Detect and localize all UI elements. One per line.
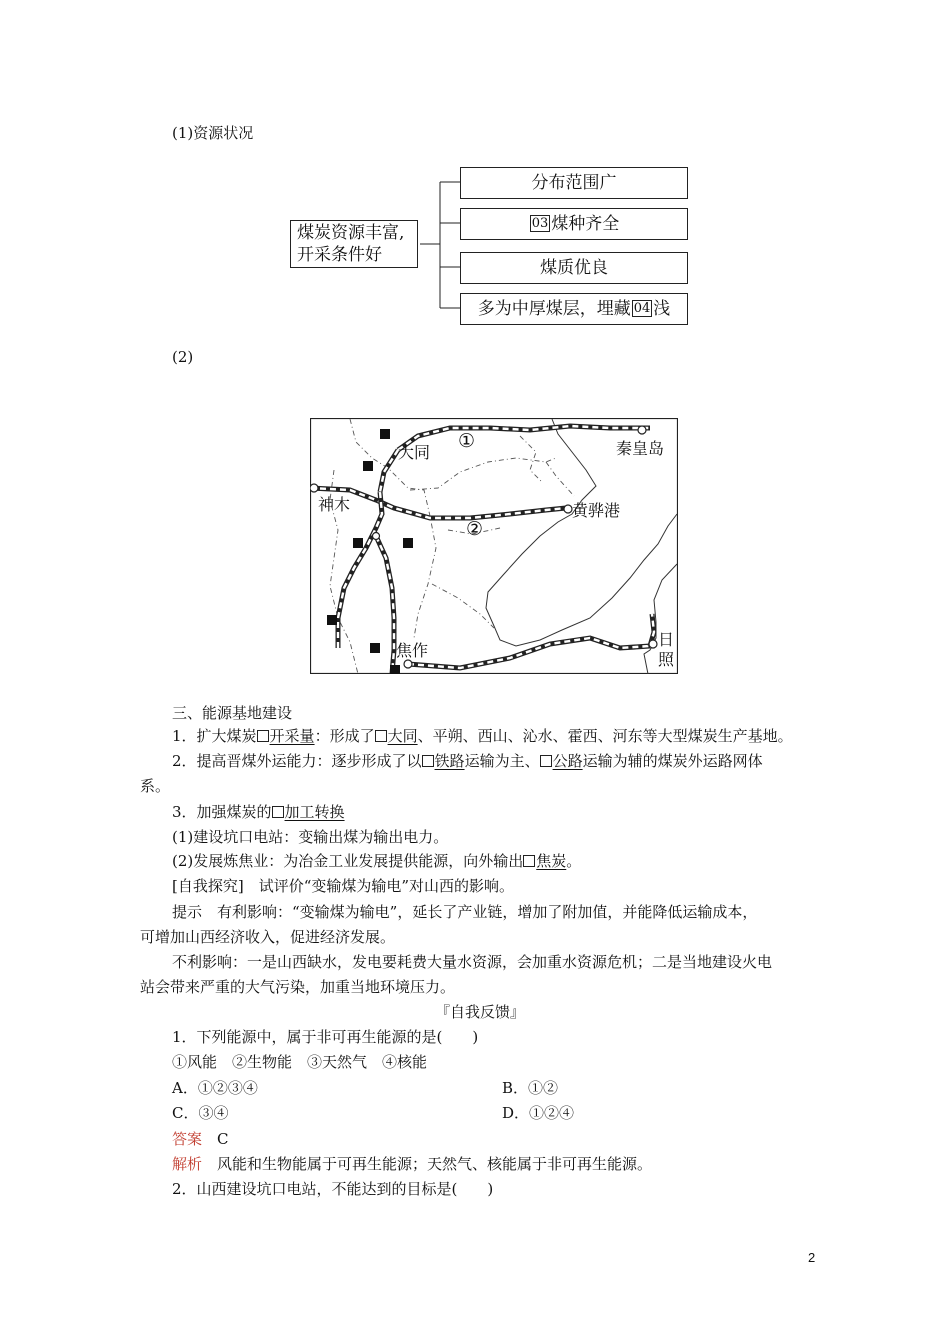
- blank-number-03: 03: [531, 216, 549, 231]
- blank-square: [523, 855, 535, 867]
- blank-square: [257, 730, 269, 742]
- item-3-pre: 3．加强煤炭的: [172, 803, 272, 821]
- item-2-cont: 系。: [140, 777, 171, 795]
- option-d: D．①②④: [502, 1104, 575, 1122]
- option-c: C．③④: [172, 1104, 229, 1122]
- item-1-blank-2: 大同: [387, 727, 418, 745]
- branch-2-text: 煤种齐全: [551, 214, 620, 234]
- sub-item-2: [172, 850, 820, 872]
- question-1: 1．下列能源中，属于非可再生能源的是( ): [172, 1028, 479, 1046]
- map-label-rizhao: 日照: [658, 630, 675, 669]
- map-label-huanghuagang: 黄骅港: [572, 501, 621, 520]
- blank-square: [422, 755, 434, 767]
- feedback-title: 『自我反馈』: [434, 1003, 525, 1021]
- item-1-post: 、平朔、西山、沁水、霍西、河东等大型煤炭生产基地。: [417, 727, 793, 745]
- item-2-mid: 运输为主、: [464, 752, 540, 770]
- drawback-line-2: 站会带来严重的大气污染，加重当地环境压力。: [140, 978, 456, 996]
- sub-item-1: (1)建设坑口电站：变输出煤为输出电力。: [172, 828, 449, 846]
- map-label-qinhuangdao: 秦皇岛: [616, 439, 665, 458]
- hint-line-1: 提示 有利影响：“变输煤为输电”，延长了产业链，增加了附加值，并能降低运输成本，: [172, 903, 758, 921]
- section-3-title: 三、能源基地建设: [172, 704, 293, 722]
- item-1-pre: 1．扩大煤炭: [172, 727, 257, 745]
- map-heading: (2): [172, 348, 194, 366]
- map-label-region-2: ②: [466, 518, 484, 540]
- item-3-blank-1: 加工转换: [284, 803, 345, 821]
- branch-box-3: [460, 252, 688, 284]
- drawback-line-1: 不利影响：一是山西缺水，发电要耗费大量水资源，会加重水资源危机；二是当地建设火电: [172, 953, 773, 971]
- page-number: 2: [808, 1250, 816, 1265]
- question-1-items: ①风能 ②生物能 ③天然气 ④核能: [172, 1053, 428, 1071]
- answer-line: [172, 1128, 820, 1150]
- branch-1-text: 分布范围广: [531, 173, 617, 193]
- answer-label: 答案: [172, 1130, 203, 1148]
- sub-item-2-pre: (2)发展炼焦业：为冶金工业发展提供能源，向外输出: [172, 852, 524, 870]
- left-box-line2: 开采条件好: [297, 245, 382, 265]
- branch-box-2: [460, 208, 688, 240]
- item-3: [172, 801, 820, 823]
- item-2-post: 运输为辅的煤炭外运路网体: [582, 752, 763, 770]
- branch-4-pre: 多为中厚煤层，埋藏: [477, 299, 631, 319]
- question-2: 2．山西建设坑口电站，不能达到的目标是( ): [172, 1180, 494, 1198]
- map-label-datong: 大同: [398, 443, 431, 462]
- sub-item-2-blank: 焦炭: [536, 852, 567, 870]
- blank-square: [272, 806, 284, 818]
- item-1-mid: ：形成了: [314, 727, 375, 745]
- option-b: B．①②: [502, 1079, 559, 1097]
- item-2: [172, 750, 820, 772]
- item-2-blank-1: 铁路: [434, 752, 465, 770]
- blank-square: [540, 755, 552, 767]
- blank-number-04: 04: [633, 301, 651, 316]
- left-box-line1: 煤炭资源丰富,: [297, 223, 405, 243]
- bracket-lines: [420, 168, 462, 328]
- branch-box-1: [460, 167, 688, 199]
- option-a: A．①②③④: [172, 1079, 258, 1097]
- map-label-region-1: ①: [458, 430, 476, 452]
- item-1-blank-1: 开采量: [269, 727, 315, 745]
- hint-line-2: 可增加山西经济收入，促进经济发展。: [140, 928, 396, 946]
- analysis-text: 风能和生物能属于可再生能源；天然气、核能属于非可再生能源。: [217, 1155, 653, 1173]
- branch-box-4: [460, 293, 688, 325]
- answer-value: C: [217, 1130, 229, 1148]
- analysis-line: [172, 1153, 820, 1175]
- self-explore: [自我探究] 试评价“变输煤为输电”对山西的影响。: [172, 877, 515, 895]
- branch-3-text: 煤质优良: [540, 258, 608, 278]
- branch-4-post: 浅: [653, 299, 671, 319]
- sub-item-2-post: 。: [566, 852, 582, 870]
- item-1: [172, 725, 820, 747]
- item-2-pre: 2．提高晋煤外运能力：逐步形成了以: [172, 752, 422, 770]
- coal-transport-map: [310, 418, 678, 674]
- resource-heading: (1)资源状况: [172, 124, 254, 142]
- item-2-blank-2: 公路: [552, 752, 583, 770]
- map-label-shenmu: 神木: [318, 495, 351, 514]
- analysis-label: 解析: [172, 1155, 203, 1173]
- left-box: [290, 220, 418, 268]
- blank-square: [375, 730, 387, 742]
- map-label-jiaozuo: 焦作: [396, 641, 429, 660]
